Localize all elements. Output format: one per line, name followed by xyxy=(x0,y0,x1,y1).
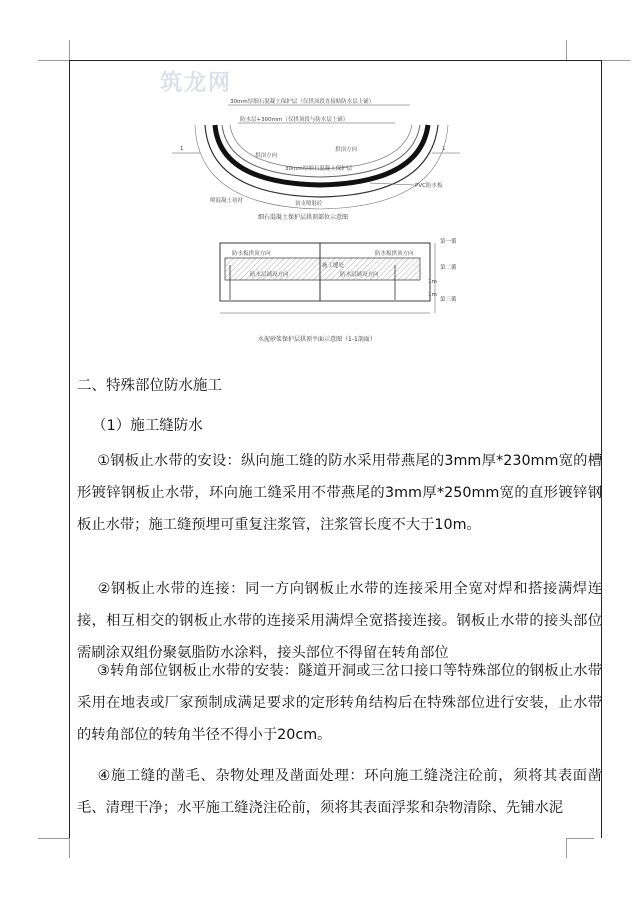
label-top1: 30mm厚细石混凝土保护层（仅拱顶段直接贴防水层上铺） xyxy=(230,99,375,105)
caption1: 细石混凝土保护层拱顶部位示意图 xyxy=(258,214,349,221)
crop-mark-bottom-right-v xyxy=(566,838,567,858)
paragraph-3 xyxy=(77,655,602,751)
caption2: 水泥砂浆保护层拱顶平面示意图（1-1剖面） xyxy=(258,336,376,343)
paragraph-3-text: ③转角部位钢板止水带的安装：隧道开洞或三岔口接口等特殊部位的钢板止水带采用在地表或厂家预制成满足要求的定形转角结构后在特殊部位进行安装，止水带的转角部位的转角半径不得小于20cm。 xyxy=(77,663,602,743)
paragraph-1-text: ①钢板止水带的安设：纵向施工缝的防水采用带燕尾的3mm厚*230mm宽的槽形镀锌钢板止水带，环向施工缝采用不带燕尾的3mm厚*250mm宽的直形镀锌钢板止水带；施工缝预埋可重复注浆管，注浆管长度不大于10m。 xyxy=(77,453,602,533)
label-top2: 防水层+300mm（仅拱顶段与防水层上铺） xyxy=(240,117,349,123)
crop-mark-top-right-v xyxy=(566,40,567,60)
inner-curve-2 xyxy=(230,125,412,169)
paragraph-4-text: ④施工缝的凿毛、杂物处理及凿面处理：环向施工缝浇注砼前，须将其表面凿毛、清理干净；水平施工缝浇注砼前，须将其表面浮浆和杂物清除、先铺水泥 xyxy=(77,768,602,816)
subsection-heading: （1）施工缝防水 xyxy=(92,418,203,434)
layer1: 第一循 xyxy=(440,239,457,245)
label-left: 喷混凝土初衬 xyxy=(210,198,244,204)
plan-right-mid: 防水层铺设方向 xyxy=(340,272,379,278)
crop-mark-top-right xyxy=(602,60,630,61)
watermark-logo: 筑龙网 xyxy=(160,70,233,96)
crop-mark-bottom-left-v xyxy=(69,838,70,858)
dim2: 1m xyxy=(428,292,437,298)
layer3: 第三循 xyxy=(440,297,457,303)
construction-figure xyxy=(170,95,470,350)
label-pvc: PVC防水板 xyxy=(415,183,443,189)
paragraph-1 xyxy=(77,445,602,541)
plan-right-top: 防水板拱顶方向 xyxy=(375,251,414,257)
section-mark-right: 1 xyxy=(442,146,446,152)
paragraph-2-text: ②钢板止水带的连接：同一方向钢板止水带的连接采用全宽对焊和搭接满焊连接，相互相交的钢板止水带的连接采用满焊全宽搭接连接。钢板止水带的接头部位需刷涂双组份聚氨脂防水涂料，接头部位不得留在转角部位 xyxy=(77,581,602,661)
pvc-layer xyxy=(215,125,428,185)
paragraph-4 xyxy=(77,760,602,824)
section-heading: 二、特殊部位防水施工 xyxy=(77,378,222,394)
crop-mark-top-left xyxy=(38,60,69,61)
label-bottom: 初支喷射砼 xyxy=(295,201,323,207)
label-bolt2: 拱顶方向 xyxy=(335,147,358,153)
section-mark-left: 1 xyxy=(180,146,184,152)
crop-mark-bottom-left xyxy=(38,838,69,839)
figure-svg xyxy=(170,95,470,350)
dim1: 1m xyxy=(428,279,437,285)
label-mid: 30mm厚细石混凝土保护层 xyxy=(285,166,353,172)
label-bolt: 拱顶方向 xyxy=(255,153,278,159)
plan-left-mid: 防水层铺设方向 xyxy=(250,272,289,278)
crop-mark-top-left-v xyxy=(69,40,70,60)
layer2: 第二循 xyxy=(440,265,457,271)
crop-mark-bottom-right xyxy=(566,838,594,839)
plan-center-label: 施工缝处 xyxy=(322,263,345,269)
plan-left-top: 防水板拱顶方向 xyxy=(232,251,271,257)
